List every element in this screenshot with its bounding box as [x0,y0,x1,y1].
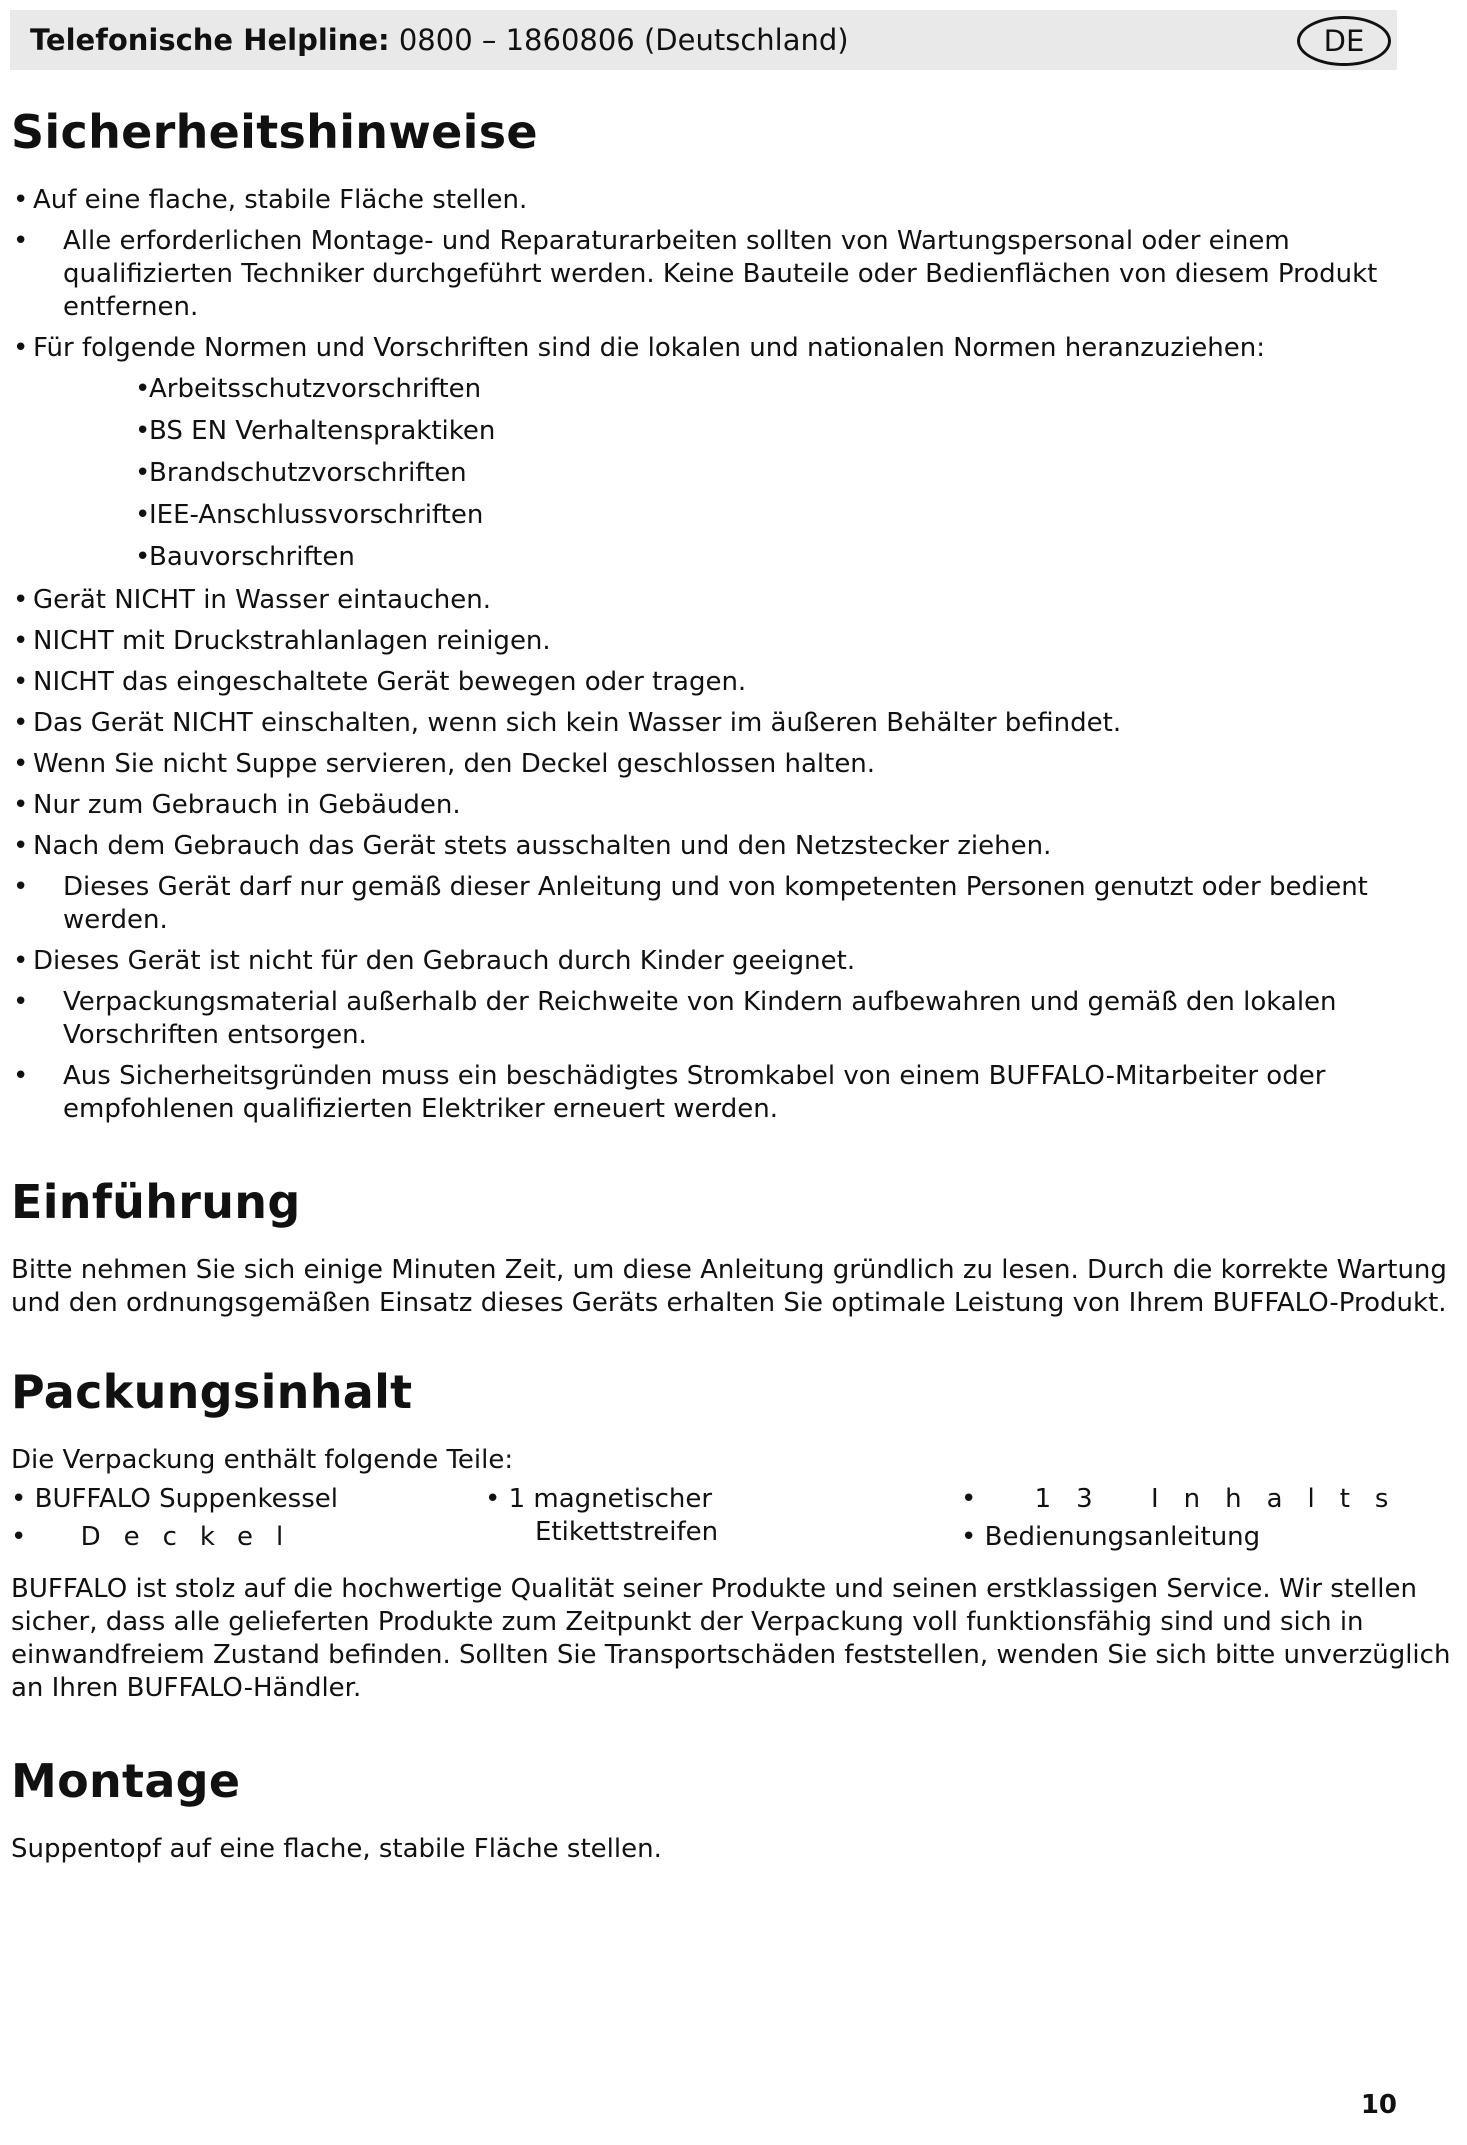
safety-section [11,104,1461,1126]
norm-item: • Brandschutzvorschriften [135,458,467,488]
page-number: 10 [1360,2090,1397,2120]
safety-list [11,184,1461,365]
norm-item: • IEE-Anschlussvorschriften [135,500,484,530]
safety-item: • Dieses Gerät ist nicht für den Gebrauch durch Kinder geeignet. [13,946,856,976]
safety-item: • Dieses Gerät darf nur gemäß dieser Anleitung und von kompetenten Personen genutzt oder bedient werden. [13,872,1368,935]
intro-section [11,1174,1461,1320]
safety-list-continued [11,584,1461,1126]
assembly-title: Montage [11,1754,241,1808]
safety-title: Sicherheitshinweise [11,105,538,159]
safety-item: • Das Gerät NICHT einschalten, wenn sich kein Wasser im äußeren Behälter befindet. [13,708,1122,738]
safety-item: • Wenn Sie nicht Suppe servieren, den Deckel geschlossen halten. [13,749,876,779]
helpline-number: 0800 – 1860806 [398,23,635,57]
assembly-section [11,1753,1461,1866]
package-contents [11,1483,1461,1559]
helpline-label: Telefonische Helpline: [30,23,390,57]
safety-item: • Gerät NICHT in Wasser eintauchen. [13,585,491,615]
norm-item: • Bauvorschriften [135,542,355,572]
norm-item: • Arbeitsschutzvorschriften [135,374,482,404]
package-item-manual: • Bedienungsanleitung [961,1522,1261,1552]
package-title: Packungsinhalt [11,1365,413,1419]
intro-text: Bitte nehmen Sie sich einige Minuten Zeit, um diese Anleitung gründlich zu lesen. Durch die korrekte Wartung und den ordnungsgemäßen Einsatz dieses Geräts erhalten Sie optimale Leistung von Ihrem BUFFALO-Produkt. [11,1255,1447,1318]
safety-item: • Alle erforderlichen Montage- und Reparaturarbeiten sollten von Wartungspersonal oder einem qualifizierten Techniker durchgeführt werden. Keine Bauteile oder Bedienflächen von diesem Produkt entfernen. [13,226,1378,322]
safety-item: • Für folgende Normen und Vorschriften sind die lokalen und nationalen Normen heranzuziehen: [13,333,1266,363]
package-item-kettle: • BUFFALO Suppenkessel [11,1484,338,1514]
package-lead: Die Verpackung enthält folgende Teile: [11,1445,514,1475]
safety-item: • Nur zum Gebrauch in Gebäuden. [13,790,461,820]
package-text: BUFFALO ist stolz auf die hochwertige Qualität seiner Produkte und seinen erstklassigen Service. Wir stellen sicher, dass alle gelieferten Produkte zum Zeitpunkt der Verpackung voll funktionsfähig sind und sich in einwandfreiem Zustand befinden. Sollten Sie Transportschäden feststellen, wenden Sie sich bitte unverzüglich an Ihren BUFFALO-Händler. [11,1574,1451,1703]
safety-item: • NICHT mit Druckstrahlanlagen reinigen. [13,626,551,656]
helpline-country: (Deutschland) [643,23,849,57]
helpline-text [30,22,849,58]
safety-item: • Auf eine flache, stabile Fläche stellen. [13,185,528,215]
language-badge: DE [1297,16,1391,66]
package-item-content-labels: • 13 Inhalts [961,1484,1414,1514]
safety-item: • NICHT das eingeschaltete Gerät bewegen oder tragen. [13,667,747,697]
safety-item: • Aus Sicherheitsgründen muss ein beschädigtes Stromkabel von einem BUFFALO-Mitarbeiter oder empfohlenen qualifizierten Elektriker erneuert werden. [13,1061,1326,1124]
assembly-text: Suppentopf auf eine flache, stabile Fläche stellen. [11,1834,662,1864]
document-body [11,104,1461,1866]
package-item-lid: • Deckel [11,1522,307,1552]
package-section [11,1364,1461,1705]
safety-item: • Nach dem Gebrauch das Gerät stets ausschalten und den Netzstecker ziehen. [13,831,1052,861]
safety-item: • Verpackungsmaterial außerhalb der Reichweite von Kindern aufbewahren und gemäß den lokalen Vorschriften entsorgen. [13,987,1337,1050]
norm-item: • BS EN Verhaltenspraktiken [135,416,496,446]
intro-title: Einführung [11,1175,301,1229]
norms-list [11,373,1461,574]
helpline-header [10,10,1397,70]
package-item-labels: • 1 magnetischer Etikettstreifen [485,1484,719,1547]
